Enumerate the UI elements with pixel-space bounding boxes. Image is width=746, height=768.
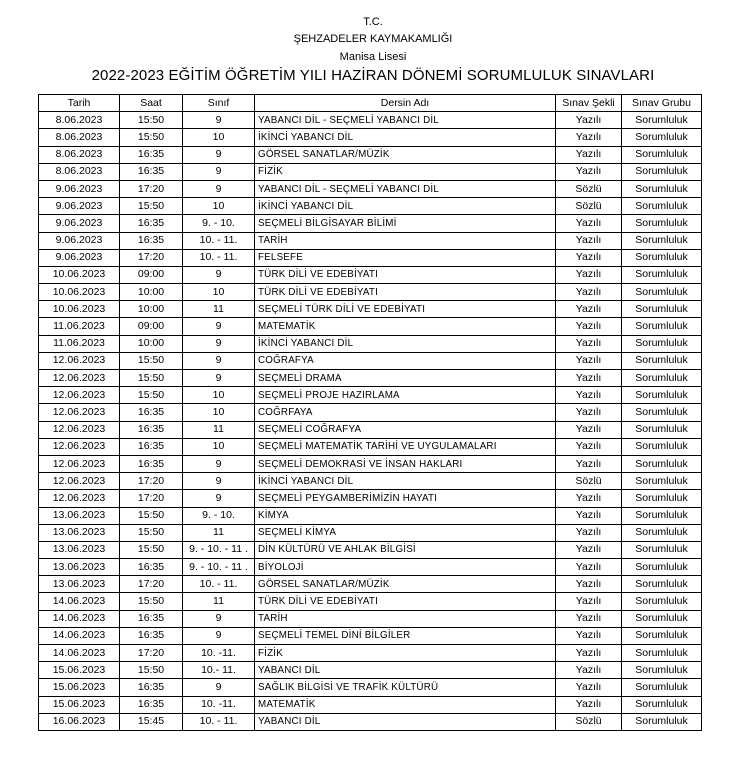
cell-class: 9: [183, 352, 255, 369]
cell-exam-type: Yazılı: [556, 541, 622, 558]
cell-exam-type: Yazılı: [556, 627, 622, 644]
cell-exam-group: Sorumluluk: [622, 284, 702, 301]
cell-class: 9: [183, 679, 255, 696]
cell-exam-group: Sorumluluk: [622, 438, 702, 455]
cell-class: 10.- 11.: [183, 662, 255, 679]
cell-course: KİMYA: [255, 507, 556, 524]
cell-course: SEÇMELİ DRAMA: [255, 370, 556, 387]
cell-exam-group: Sorumluluk: [622, 404, 702, 421]
cell-time: 10:00: [120, 301, 183, 318]
cell-time: 15:50: [120, 112, 183, 129]
cell-time: 17:20: [120, 490, 183, 507]
table-header-row: [39, 95, 702, 112]
cell-date: 12.06.2023: [39, 421, 120, 438]
cell-course: İKİNCİ YABANCI DİL: [255, 198, 556, 215]
cell-course: SAĞLIK BİLGİSİ VE TRAFİK KÜLTÜRÜ: [255, 679, 556, 696]
cell-time: 15:50: [120, 507, 183, 524]
cell-exam-group: Sorumluluk: [622, 266, 702, 283]
column-header-time: Saat: [120, 95, 183, 112]
cell-class: 10. - 11.: [183, 249, 255, 266]
cell-course: FİZİK: [255, 645, 556, 662]
table-row: [39, 593, 702, 610]
table-row: [39, 249, 702, 266]
cell-time: 15:45: [120, 713, 183, 730]
table-row: [39, 335, 702, 352]
cell-time: 16:35: [120, 146, 183, 163]
cell-exam-type: Yazılı: [556, 438, 622, 455]
cell-time: 15:50: [120, 662, 183, 679]
cell-exam-type: Yazılı: [556, 335, 622, 352]
cell-exam-group: Sorumluluk: [622, 696, 702, 713]
column-header-exam-type: Sınav Şekli: [556, 95, 622, 112]
cell-class: 10: [183, 284, 255, 301]
cell-date: 14.06.2023: [39, 645, 120, 662]
cell-exam-type: Yazılı: [556, 284, 622, 301]
cell-course: FİZİK: [255, 163, 556, 180]
cell-course: COĞRFAYA: [255, 404, 556, 421]
cell-exam-group: Sorumluluk: [622, 249, 702, 266]
cell-class: 9: [183, 318, 255, 335]
cell-class: 9: [183, 146, 255, 163]
cell-date: 12.06.2023: [39, 490, 120, 507]
table-row: [39, 645, 702, 662]
cell-class: 10: [183, 438, 255, 455]
cell-time: 15:50: [120, 387, 183, 404]
cell-date: 13.06.2023: [39, 507, 120, 524]
table-row: [39, 627, 702, 644]
cell-course: SEÇMELİ COĞRAFYA: [255, 421, 556, 438]
cell-exam-type: Yazılı: [556, 576, 622, 593]
cell-course: SEÇMELİ PEYGAMBERİMİZİN HAYATI: [255, 490, 556, 507]
cell-exam-group: Sorumluluk: [622, 215, 702, 232]
table-row: [39, 146, 702, 163]
cell-exam-group: Sorumluluk: [622, 559, 702, 576]
cell-time: 17:20: [120, 180, 183, 197]
cell-exam-type: Yazılı: [556, 645, 622, 662]
column-header-date: Tarih: [39, 95, 120, 112]
table-row: [39, 662, 702, 679]
cell-date: 10.06.2023: [39, 266, 120, 283]
cell-course: GÖRSEL SANATLAR/MÜZİK: [255, 576, 556, 593]
cell-time: 17:20: [120, 473, 183, 490]
cell-exam-group: Sorumluluk: [622, 593, 702, 610]
cell-class: 10. - 11.: [183, 232, 255, 249]
column-header-class: Sınıf: [183, 95, 255, 112]
cell-date: 10.06.2023: [39, 284, 120, 301]
cell-course: MATEMATİK: [255, 318, 556, 335]
table-row: [39, 490, 702, 507]
cell-exam-type: Yazılı: [556, 662, 622, 679]
cell-class: 10: [183, 129, 255, 146]
cell-exam-group: Sorumluluk: [622, 473, 702, 490]
cell-exam-group: Sorumluluk: [622, 490, 702, 507]
cell-time: 15:50: [120, 129, 183, 146]
table-row: [39, 198, 702, 215]
cell-exam-type: Sözlü: [556, 473, 622, 490]
table-row: [39, 163, 702, 180]
cell-time: 16:35: [120, 215, 183, 232]
cell-date: 9.06.2023: [39, 249, 120, 266]
cell-date: 9.06.2023: [39, 232, 120, 249]
cell-date: 15.06.2023: [39, 679, 120, 696]
table-row: [39, 180, 702, 197]
cell-class: 9: [183, 112, 255, 129]
cell-date: 15.06.2023: [39, 662, 120, 679]
cell-class: 11: [183, 524, 255, 541]
cell-exam-group: Sorumluluk: [622, 163, 702, 180]
cell-class: 10: [183, 404, 255, 421]
cell-class: 9: [183, 627, 255, 644]
cell-course: İKİNCİ YABANCI DİL: [255, 473, 556, 490]
cell-exam-type: Yazılı: [556, 696, 622, 713]
cell-exam-type: Yazılı: [556, 266, 622, 283]
cell-exam-type: Yazılı: [556, 610, 622, 627]
cell-course: DİN KÜLTÜRÜ VE AHLAK BİLGİSİ: [255, 541, 556, 558]
cell-class: 11: [183, 301, 255, 318]
cell-class: 11: [183, 593, 255, 610]
cell-time: 15:50: [120, 370, 183, 387]
cell-exam-type: Yazılı: [556, 146, 622, 163]
table-row: [39, 266, 702, 283]
cell-course: YABANCI DİL: [255, 713, 556, 730]
cell-class: 10. -11.: [183, 645, 255, 662]
cell-time: 15:50: [120, 524, 183, 541]
table-row: [39, 473, 702, 490]
cell-course: TÜRK DİLİ VE EDEBİYATI: [255, 266, 556, 283]
cell-time: 15:50: [120, 593, 183, 610]
cell-time: 16:35: [120, 438, 183, 455]
cell-exam-type: Yazılı: [556, 352, 622, 369]
cell-date: 8.06.2023: [39, 163, 120, 180]
cell-date: 9.06.2023: [39, 215, 120, 232]
cell-course: TÜRK DİLİ VE EDEBİYATI: [255, 284, 556, 301]
cell-date: 14.06.2023: [39, 593, 120, 610]
cell-date: 11.06.2023: [39, 318, 120, 335]
cell-date: 8.06.2023: [39, 146, 120, 163]
cell-exam-group: Sorumluluk: [622, 524, 702, 541]
cell-exam-type: Yazılı: [556, 318, 622, 335]
cell-exam-type: Sözlü: [556, 713, 622, 730]
cell-course: TÜRK DİLİ VE EDEBİYATI: [255, 593, 556, 610]
cell-time: 10:00: [120, 284, 183, 301]
cell-exam-type: Yazılı: [556, 455, 622, 472]
column-header-course: Dersin Adı: [255, 95, 556, 112]
cell-course: YABANCI DİL: [255, 662, 556, 679]
cell-exam-type: Yazılı: [556, 301, 622, 318]
table-row: [39, 610, 702, 627]
cell-course: SEÇMELİ TEMEL DİNİ BİLGİLER: [255, 627, 556, 644]
table-row: [39, 713, 702, 730]
cell-class: 9: [183, 490, 255, 507]
cell-time: 16:35: [120, 696, 183, 713]
column-header-exam-group: Sınav Grubu: [622, 95, 702, 112]
table-row: [39, 524, 702, 541]
cell-date: 13.06.2023: [39, 524, 120, 541]
cell-exam-group: Sorumluluk: [622, 198, 702, 215]
cell-date: 13.06.2023: [39, 559, 120, 576]
cell-course: SEÇMELİ KİMYA: [255, 524, 556, 541]
cell-time: 09:00: [120, 318, 183, 335]
cell-exam-type: Yazılı: [556, 215, 622, 232]
cell-course: FELSEFE: [255, 249, 556, 266]
cell-class: 10. -11.: [183, 696, 255, 713]
cell-exam-type: Yazılı: [556, 370, 622, 387]
cell-exam-group: Sorumluluk: [622, 301, 702, 318]
table-body: [39, 112, 702, 731]
cell-date: 8.06.2023: [39, 129, 120, 146]
cell-date: 12.06.2023: [39, 370, 120, 387]
cell-date: 11.06.2023: [39, 335, 120, 352]
cell-exam-group: Sorumluluk: [622, 370, 702, 387]
cell-time: 16:35: [120, 610, 183, 627]
cell-exam-group: Sorumluluk: [622, 387, 702, 404]
cell-course: GÖRSEL SANATLAR/MÜZİK: [255, 146, 556, 163]
cell-exam-group: Sorumluluk: [622, 679, 702, 696]
cell-date: 10.06.2023: [39, 301, 120, 318]
cell-course: İKİNCİ YABANCI DİL: [255, 335, 556, 352]
table-row: [39, 679, 702, 696]
cell-exam-group: Sorumluluk: [622, 335, 702, 352]
table-row: [39, 507, 702, 524]
table-row: [39, 112, 702, 129]
cell-class: 9. - 10.: [183, 215, 255, 232]
cell-class: 10. - 11.: [183, 576, 255, 593]
cell-class: 10: [183, 198, 255, 215]
cell-exam-type: Yazılı: [556, 163, 622, 180]
cell-date: 12.06.2023: [39, 473, 120, 490]
cell-exam-group: Sorumluluk: [622, 541, 702, 558]
cell-exam-group: Sorumluluk: [622, 713, 702, 730]
table-row: [39, 352, 702, 369]
table-row: [39, 301, 702, 318]
cell-date: 12.06.2023: [39, 387, 120, 404]
cell-time: 16:35: [120, 627, 183, 644]
cell-time: 15:50: [120, 352, 183, 369]
cell-exam-group: Sorumluluk: [622, 112, 702, 129]
cell-time: 16:35: [120, 421, 183, 438]
cell-exam-type: Yazılı: [556, 421, 622, 438]
cell-time: 09:00: [120, 266, 183, 283]
cell-class: 9: [183, 335, 255, 352]
cell-exam-group: Sorumluluk: [622, 146, 702, 163]
cell-class: 11: [183, 421, 255, 438]
table-row: [39, 455, 702, 472]
cell-exam-group: Sorumluluk: [622, 627, 702, 644]
cell-exam-group: Sorumluluk: [622, 421, 702, 438]
table-row: [39, 696, 702, 713]
cell-date: 15.06.2023: [39, 696, 120, 713]
cell-date: 14.06.2023: [39, 610, 120, 627]
cell-date: 12.06.2023: [39, 455, 120, 472]
cell-class: 9: [183, 455, 255, 472]
cell-exam-type: Yazılı: [556, 404, 622, 421]
cell-exam-type: Yazılı: [556, 249, 622, 266]
cell-exam-group: Sorumluluk: [622, 610, 702, 627]
cell-course: MATEMATİK: [255, 696, 556, 713]
cell-class: 9: [183, 610, 255, 627]
cell-exam-type: Yazılı: [556, 524, 622, 541]
cell-date: 9.06.2023: [39, 180, 120, 197]
cell-course: İKİNCİ YABANCI DİL: [255, 129, 556, 146]
cell-exam-group: Sorumluluk: [622, 180, 702, 197]
cell-class: 9: [183, 473, 255, 490]
cell-class: 10. - 11.: [183, 713, 255, 730]
cell-course: TARİH: [255, 232, 556, 249]
cell-exam-group: Sorumluluk: [622, 455, 702, 472]
table-row: [39, 370, 702, 387]
cell-exam-type: Yazılı: [556, 507, 622, 524]
cell-exam-group: Sorumluluk: [622, 507, 702, 524]
cell-time: 16:35: [120, 232, 183, 249]
cell-exam-type: Yazılı: [556, 387, 622, 404]
table-row: [39, 215, 702, 232]
cell-time: 17:20: [120, 576, 183, 593]
cell-class: 9: [183, 163, 255, 180]
cell-time: 15:50: [120, 198, 183, 215]
table-row: [39, 541, 702, 558]
table-row: [39, 559, 702, 576]
cell-exam-group: Sorumluluk: [622, 232, 702, 249]
cell-course: SEÇMELİ BİLGİSAYAR BİLİMİ: [255, 215, 556, 232]
cell-exam-type: Yazılı: [556, 593, 622, 610]
cell-time: 16:35: [120, 455, 183, 472]
cell-exam-type: Yazılı: [556, 559, 622, 576]
cell-course: BİYOLOJİ: [255, 559, 556, 576]
cell-course: YABANCI DİL - SEÇMELİ YABANCI DİL: [255, 112, 556, 129]
cell-class: 9. - 10.: [183, 507, 255, 524]
header-line-kaymakamlik: ŞEHZADELER KAYMAKAMLIĞI: [293, 33, 453, 45]
table-row: [39, 232, 702, 249]
cell-time: 17:20: [120, 645, 183, 662]
cell-exam-type: Yazılı: [556, 490, 622, 507]
cell-date: 9.06.2023: [39, 198, 120, 215]
table-row: [39, 387, 702, 404]
cell-time: 16:35: [120, 404, 183, 421]
cell-exam-group: Sorumluluk: [622, 576, 702, 593]
header-line-school: Manisa Lisesi: [339, 51, 407, 63]
cell-exam-type: Sözlü: [556, 180, 622, 197]
cell-course: SEÇMELİ MATEMATİK TARİHİ VE UYGULAMALARI: [255, 438, 556, 455]
cell-date: 12.06.2023: [39, 352, 120, 369]
cell-exam-type: Yazılı: [556, 232, 622, 249]
table-row: [39, 576, 702, 593]
table-row: [39, 404, 702, 421]
cell-class: 9. - 10. - 11 .: [183, 541, 255, 558]
cell-exam-type: Sözlü: [556, 198, 622, 215]
cell-date: 13.06.2023: [39, 541, 120, 558]
cell-date: 12.06.2023: [39, 404, 120, 421]
cell-course: SEÇMELİ DEMOKRASİ VE İNSAN HAKLARI: [255, 455, 556, 472]
cell-class: 10: [183, 387, 255, 404]
header-line-tc: T.C.: [363, 16, 383, 28]
cell-date: 16.06.2023: [39, 713, 120, 730]
exam-schedule-table: [38, 94, 702, 731]
cell-course: SEÇMELİ PROJE HAZIRLAMA: [255, 387, 556, 404]
cell-date: 8.06.2023: [39, 112, 120, 129]
cell-time: 16:35: [120, 559, 183, 576]
table-row: [39, 438, 702, 455]
cell-course: SEÇMELİ TÜRK DİLİ VE EDEBİYATI: [255, 301, 556, 318]
cell-date: 13.06.2023: [39, 576, 120, 593]
cell-time: 16:35: [120, 679, 183, 696]
cell-class: 9. - 10. - 11 .: [183, 559, 255, 576]
table-row: [39, 284, 702, 301]
table-row: [39, 129, 702, 146]
cell-exam-group: Sorumluluk: [622, 318, 702, 335]
document-title: 2022-2023 EĞİTİM ÖĞRETİM YILI HAZİRAN DÖNEMİ SORUMLULUK SINAVLARI: [91, 67, 655, 84]
cell-time: 15:50: [120, 541, 183, 558]
cell-course: YABANCI DİL - SEÇMELİ YABANCI DİL: [255, 180, 556, 197]
table-row: [39, 318, 702, 335]
cell-course: COĞRAFYA: [255, 352, 556, 369]
cell-time: 10:00: [120, 335, 183, 352]
cell-class: 9: [183, 370, 255, 387]
cell-exam-type: Yazılı: [556, 112, 622, 129]
cell-exam-group: Sorumluluk: [622, 662, 702, 679]
cell-time: 16:35: [120, 163, 183, 180]
cell-exam-group: Sorumluluk: [622, 352, 702, 369]
cell-class: 9: [183, 180, 255, 197]
cell-date: 14.06.2023: [39, 627, 120, 644]
cell-exam-type: Yazılı: [556, 129, 622, 146]
cell-exam-group: Sorumluluk: [622, 129, 702, 146]
table-row: [39, 421, 702, 438]
cell-class: 9: [183, 266, 255, 283]
cell-course: TARİH: [255, 610, 556, 627]
cell-time: 17:20: [120, 249, 183, 266]
cell-exam-group: Sorumluluk: [622, 645, 702, 662]
cell-exam-type: Yazılı: [556, 679, 622, 696]
cell-date: 12.06.2023: [39, 438, 120, 455]
